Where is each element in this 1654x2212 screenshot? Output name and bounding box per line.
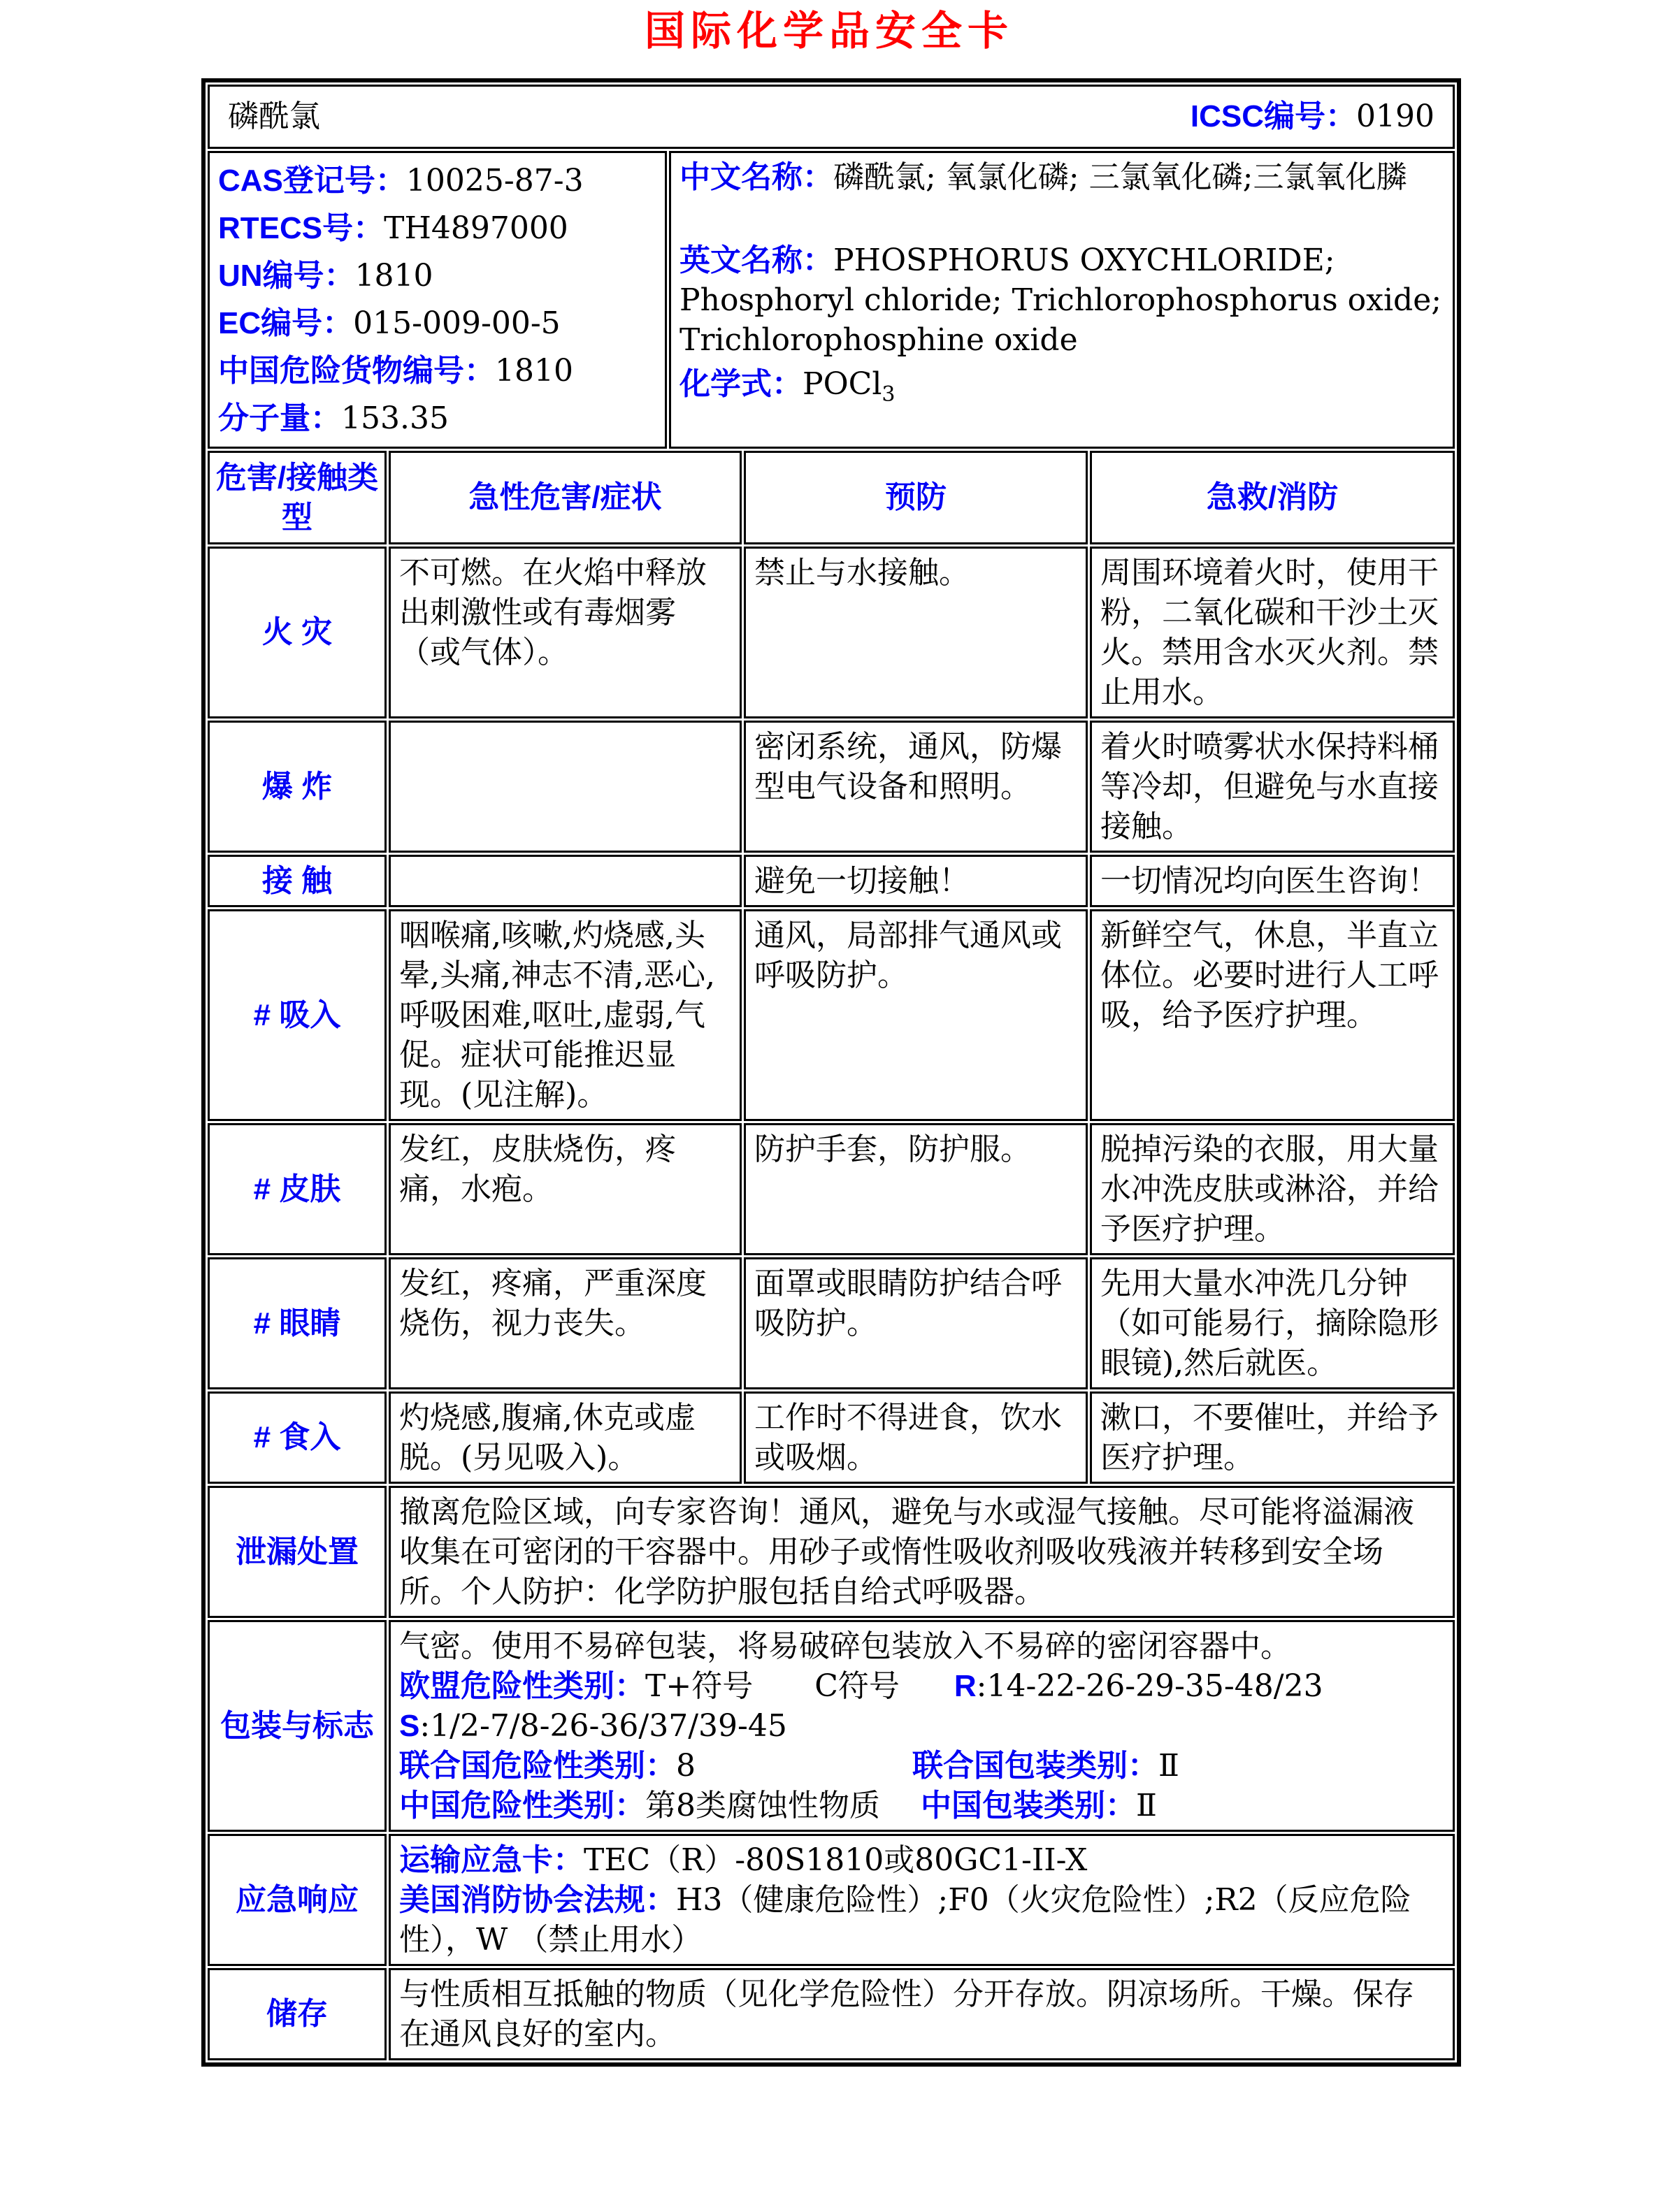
packaging-row — [208, 1620, 1455, 1832]
inhalation-firstaid: 新鲜空气，休息，半直立体位。必要时进行人工呼吸，给予医疗护理。 — [1090, 909, 1455, 1121]
ingestion-symptoms: 灼烧感,腹痛,休克或虚脱。(另见吸入)。 — [389, 1391, 742, 1484]
page-title: 国际化学品安全卡 — [644, 7, 1014, 55]
ingestion-firstaid: 漱口，不要催吐，并给予医疗护理。 — [1090, 1391, 1455, 1484]
skin-symptoms: 发红，皮肤烧伤，疼痛，水疱。 — [389, 1123, 742, 1255]
hazard-type-eyes: # 眼睛 — [208, 1257, 387, 1389]
card-title-row — [208, 85, 1455, 149]
hazard-type-skin: # 皮肤 — [208, 1123, 387, 1255]
packaging-label: 包装与标志 — [208, 1620, 387, 1832]
fire-symptoms: 不可燃。在火焰中释放出刺激性或有毒烟雾（或气体）。 — [389, 547, 742, 718]
hazard-row-explosion — [208, 721, 1455, 853]
header-firstaid: 急救/消防 — [1090, 451, 1455, 544]
ingestion-prevention: 工作时不得进食，饮水或吸烟。 — [744, 1391, 1088, 1484]
fire-firstaid: 周围环境着火时，使用干粉，二氧化碳和干沙土灭火。禁用含水灭火剂。禁止用水。 — [1090, 547, 1455, 718]
hazard-row-eyes — [208, 1257, 1455, 1389]
chemical-formula: 化学式：POCl$_3$ — [679, 366, 896, 407]
cn-class-line: 中国危险性类别：第8类腐蚀性物质 中国包装类别：Ⅱ — [399, 1787, 1157, 1823]
hazard-type-contact: 接 触 — [208, 855, 387, 907]
header-acute-symptoms: 急性危害/症状 — [389, 451, 742, 544]
hazard-header-row — [208, 451, 1455, 544]
explosion-symptoms — [389, 721, 742, 853]
hazard-row-inhalation — [208, 909, 1455, 1121]
storage-row — [208, 1968, 1455, 2060]
spill-disposal-label: 泄漏处置 — [208, 1486, 387, 1618]
skin-prevention: 防护手套，防护服。 — [744, 1123, 1088, 1255]
fire-prevention: 禁止与水接触。 — [744, 547, 1088, 718]
contact-prevention: 避免一切接触！ — [744, 855, 1088, 907]
skin-firstaid: 脱掉污染的衣服，用大量水冲洗皮肤或淋浴，并给予医疗护理。 — [1090, 1123, 1455, 1255]
packaging-line1: 气密。使用不易碎包装，将易破碎包装放入不易碎的密闭容器中。 — [399, 1628, 1291, 1664]
hazard-type-inhalation: # 吸入 — [208, 909, 387, 1121]
header-prevention: 预防 — [744, 451, 1088, 544]
un-class-line: 联合国危险性类别：8 联合国包装类别：Ⅱ — [399, 1747, 1179, 1784]
icsc-label: ICSC编号： — [1190, 99, 1357, 134]
inhalation-prevention: 通风，局部排气通风或呼吸防护。 — [744, 909, 1088, 1121]
icsc-number — [1191, 96, 1434, 136]
ec-number: EC编号：015-009-00-5 — [218, 305, 561, 341]
safety-card-table — [201, 78, 1461, 2067]
contact-firstaid: 一切情况均向医生咨询！ — [1090, 855, 1455, 907]
chemical-names-cell — [669, 151, 1455, 449]
hazard-row-contact — [208, 855, 1455, 907]
inhalation-symptoms: 咽喉痛,咳嗽,灼烧感,头晕,头痛,神志不清,恶心,呼吸困难,呕吐,虚弱,气促。症状可能推迟显现。(见注解)。 — [389, 909, 742, 1121]
registry-numbers-cell — [208, 151, 667, 449]
un-number: UN编号：1810 — [218, 257, 433, 294]
explosion-prevention: 密闭系统，通风，防爆型电气设备和照明。 — [744, 721, 1088, 853]
icsc-value: 0190 — [1356, 99, 1434, 135]
storage-label: 储存 — [208, 1968, 387, 2060]
page-header — [201, 7, 1457, 56]
china-dg-number: 中国危险货物编号：1810 — [218, 352, 573, 389]
spill-disposal-row — [208, 1486, 1455, 1618]
emergency-response-content — [389, 1834, 1455, 1966]
hazard-type-explosion: 爆 炸 — [208, 721, 387, 853]
packaging-content — [389, 1620, 1455, 1832]
molecular-weight: 分子量：153.35 — [218, 400, 449, 436]
chinese-name: 中文名称：磷酰氯; 氧氯化磷; 三氯氧化磷;三氯氧化膦 — [679, 159, 1407, 195]
cas-number: CAS登记号：10025-87-3 — [218, 162, 584, 198]
eu-hazard-class-line: 欧盟危险性类别：T+符号 C符号 R:14-22-26-29-35-48/23 — [399, 1668, 1323, 1704]
eyes-firstaid: 先用大量水冲洗几分钟（如可能易行，摘除隐形眼镜),然后就医。 — [1090, 1257, 1455, 1389]
hazard-type-ingestion: # 食入 — [208, 1391, 387, 1484]
s-phrases-line: S:1/2-7/8-26-36/37/39-45 — [399, 1707, 787, 1744]
emergency-response-label: 应急响应 — [208, 1834, 387, 1966]
explosion-firstaid: 着火时喷雾状水保持料桶等冷却，但避免与水直接接触。 — [1090, 721, 1455, 853]
card-title-cell — [208, 85, 1455, 149]
eyes-prevention: 面罩或眼睛防护结合呼吸防护。 — [744, 1257, 1088, 1389]
hazard-row-skin — [208, 1123, 1455, 1255]
tec-line: 运输应急卡：TEC（R）-80S1810或80GC1-II-X — [399, 1842, 1088, 1878]
contact-symptoms — [389, 855, 742, 907]
header-hazard-type: 危害/接触类型 — [208, 451, 387, 544]
emergency-response-row — [208, 1834, 1455, 1966]
hazard-row-ingestion — [208, 1391, 1455, 1484]
identification-row — [208, 151, 1455, 449]
spill-disposal-text: 撤离危险区域，向专家咨询！通风，避免与水或湿气接触。尽可能将溢漏液收集在可密闭的干容器中。用砂子或惰性吸收剂吸收残液并转移到安全场所。个人防护：化学防护服包括自给式呼吸器。 — [389, 1486, 1455, 1618]
nfpa-line: 美国消防协会法规：H3（健康危险性）;F0（火灾危险性）;R2（反应危险性），W （禁止用水） — [399, 1881, 1411, 1958]
rtecs-number: RTECS号：TH4897000 — [218, 210, 568, 246]
english-name: 英文名称：PHOSPHORUS OXYCHLORIDE; Phosphoryl chloride; Trichlorophosphorus oxide; Trichlorophosphine oxide — [679, 242, 1442, 358]
hazard-type-fire: 火 灾 — [208, 547, 387, 718]
eyes-symptoms: 发红，疼痛，严重深度烧伤，视力丧失。 — [389, 1257, 742, 1389]
storage-text: 与性质相互抵触的物质（见化学危险性）分开存放。阴凉场所。干燥。保存在通风良好的室内。 — [389, 1968, 1455, 2060]
hazard-row-fire — [208, 547, 1455, 718]
substance-name: 磷酰氯 — [228, 99, 320, 135]
